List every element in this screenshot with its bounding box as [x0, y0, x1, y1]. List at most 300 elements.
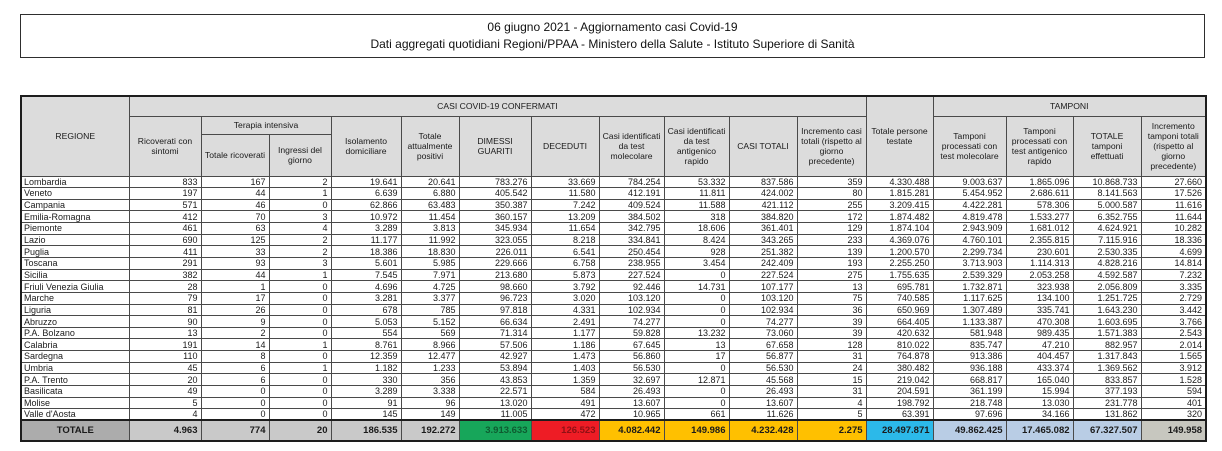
value-cell: 989.435 [1006, 327, 1073, 339]
value-cell: 3.020 [531, 292, 599, 304]
value-cell: 24 [797, 362, 866, 374]
value-cell: 45 [129, 362, 201, 374]
value-cell: 4.422.281 [933, 199, 1006, 211]
value-cell: 3 [269, 211, 331, 223]
value-cell: 1 [269, 339, 331, 351]
value-cell: 97.818 [459, 304, 531, 316]
value-cell: 323.055 [459, 234, 531, 246]
value-cell: 20 [129, 374, 201, 386]
value-cell: 1.571.383 [1073, 327, 1141, 339]
table-footer [21, 420, 1206, 441]
value-cell: 13.607 [599, 397, 664, 409]
value-cell: 96.723 [459, 292, 531, 304]
value-cell: 34.166 [1006, 409, 1073, 421]
value-cell: 197 [129, 188, 201, 200]
value-cell: 46 [201, 199, 269, 211]
total-value-cell: 17.465.082 [1006, 420, 1073, 441]
value-cell: 3.454 [664, 257, 729, 269]
table-row [21, 362, 1206, 374]
value-cell: 5.601 [331, 257, 401, 269]
value-cell: 12.477 [401, 351, 459, 363]
region-cell: Lombardia [21, 176, 129, 188]
table-row [21, 176, 1206, 188]
value-cell: 11.992 [401, 234, 459, 246]
value-cell: 4.725 [401, 281, 459, 293]
value-cell: 2.053.258 [1006, 269, 1073, 281]
total-label-cell: TOTALE [21, 420, 129, 441]
value-cell: 193 [797, 257, 866, 269]
value-cell: 22.571 [459, 386, 531, 398]
value-cell: 6.352.755 [1073, 211, 1141, 223]
value-cell: 110 [129, 351, 201, 363]
value-cell: 3.912 [1141, 362, 1206, 374]
value-cell: 1.865.096 [1006, 176, 1073, 188]
value-cell: 2.299.734 [933, 246, 1006, 258]
value-cell: 229.666 [459, 257, 531, 269]
value-cell: 11.626 [729, 409, 797, 421]
total-value-cell: 4.082.442 [599, 420, 664, 441]
value-cell: 833 [129, 176, 201, 188]
value-cell: 13.020 [459, 397, 531, 409]
value-cell: 31 [797, 351, 866, 363]
value-cell: 1.874.104 [866, 223, 933, 235]
value-cell: 26 [201, 304, 269, 316]
value-cell: 9.003.637 [933, 176, 1006, 188]
value-cell: 764.878 [866, 351, 933, 363]
table-row [21, 374, 1206, 386]
value-cell: 5.454.952 [933, 188, 1006, 200]
value-cell: 384.820 [729, 211, 797, 223]
value-cell: 18.830 [401, 246, 459, 258]
total-value-cell: 20 [269, 420, 331, 441]
value-cell: 424.002 [729, 188, 797, 200]
total-value-cell: 3.913.633 [459, 420, 531, 441]
table-row [21, 351, 1206, 363]
value-cell: 11.644 [1141, 211, 1206, 223]
value-cell: 53.894 [459, 362, 531, 374]
value-cell: 1.732.871 [933, 281, 1006, 293]
header-terapia-intensiva: Terapia intensiva [201, 116, 331, 134]
value-cell: 4.696 [331, 281, 401, 293]
value-cell: 1.177 [531, 327, 599, 339]
value-cell: 0 [201, 397, 269, 409]
value-cell: 4 [129, 409, 201, 421]
value-cell: 13 [664, 339, 729, 351]
value-cell: 882.957 [1073, 339, 1141, 351]
value-cell: 226.011 [459, 246, 531, 258]
value-cell: 3.377 [401, 292, 459, 304]
value-cell: 584 [531, 386, 599, 398]
value-cell: 1.359 [531, 374, 599, 386]
table-row [21, 327, 1206, 339]
header-deceduti: DECEDUTI [531, 116, 599, 176]
region-cell: Basilicata [21, 386, 129, 398]
value-cell: 3.813 [401, 223, 459, 235]
value-cell: 91 [331, 397, 401, 409]
value-cell: 39 [797, 316, 866, 328]
value-cell: 103.120 [599, 292, 664, 304]
value-cell: 1.186 [531, 339, 599, 351]
total-value-cell: 4.963 [129, 420, 201, 441]
value-cell: 28 [129, 281, 201, 293]
value-cell: 343.265 [729, 234, 797, 246]
value-cell: 13 [129, 327, 201, 339]
value-cell: 6 [201, 362, 269, 374]
value-cell: 1.133.387 [933, 316, 1006, 328]
value-cell: 13 [797, 281, 866, 293]
table-row [21, 292, 1206, 304]
region-cell: Marche [21, 292, 129, 304]
value-cell: 43.853 [459, 374, 531, 386]
total-value-cell: 67.327.507 [1073, 420, 1141, 441]
total-value-cell: 2.275 [797, 420, 866, 441]
value-cell: 42.927 [459, 351, 531, 363]
value-cell: 32.697 [599, 374, 664, 386]
value-cell: 172 [797, 211, 866, 223]
value-cell: 0 [269, 199, 331, 211]
region-cell: Molise [21, 397, 129, 409]
value-cell: 242.409 [729, 257, 797, 269]
value-cell: 6 [201, 374, 269, 386]
value-cell: 382 [129, 269, 201, 281]
value-cell: 1.533.277 [1006, 211, 1073, 223]
value-cell: 833.857 [1073, 374, 1141, 386]
value-cell: 661 [664, 409, 729, 421]
value-cell: 1.117.625 [933, 292, 1006, 304]
value-cell: 10.972 [331, 211, 401, 223]
value-cell: 13.232 [664, 327, 729, 339]
value-cell: 227.524 [729, 269, 797, 281]
region-cell: Sardegna [21, 351, 129, 363]
header-tamponi-molecolare: Tamponi processati con test molecolare [933, 116, 1006, 176]
value-cell: 4.369.076 [866, 234, 933, 246]
value-cell: 8.424 [664, 234, 729, 246]
value-cell: 98.660 [459, 281, 531, 293]
value-cell: 421.112 [729, 199, 797, 211]
region-cell: Friuli Venezia Giulia [21, 281, 129, 293]
value-cell: 3.289 [331, 223, 401, 235]
value-cell: 11.616 [1141, 199, 1206, 211]
value-cell: 26.493 [599, 386, 664, 398]
value-cell: 66.634 [459, 316, 531, 328]
value-cell: 238.955 [599, 257, 664, 269]
value-cell: 0 [269, 351, 331, 363]
value-cell: 2.539.329 [933, 269, 1006, 281]
value-cell: 0 [664, 362, 729, 374]
value-cell: 2 [269, 246, 331, 258]
value-cell: 8.761 [331, 339, 401, 351]
value-cell: 1.565 [1141, 351, 1206, 363]
value-cell: 380.482 [866, 362, 933, 374]
value-cell: 330 [331, 374, 401, 386]
value-cell: 10.965 [599, 409, 664, 421]
value-cell: 785 [401, 304, 459, 316]
value-cell: 1.200.570 [866, 246, 933, 258]
value-cell: 1.681.012 [1006, 223, 1073, 235]
value-cell: 18.336 [1141, 234, 1206, 246]
value-cell: 323.938 [1006, 281, 1073, 293]
value-cell: 345.934 [459, 223, 531, 235]
total-value-cell: 4.232.428 [729, 420, 797, 441]
value-cell: 26.493 [729, 386, 797, 398]
value-cell: 125 [201, 234, 269, 246]
value-cell: 90 [129, 316, 201, 328]
value-cell: 131.862 [1073, 409, 1141, 421]
value-cell: 49 [129, 386, 201, 398]
value-cell: 5 [129, 397, 201, 409]
value-cell: 3.442 [1141, 304, 1206, 316]
value-cell: 10.868.733 [1073, 176, 1141, 188]
value-cell: 17 [664, 351, 729, 363]
value-cell: 4.828.216 [1073, 257, 1141, 269]
header-totale-tamponi: TOTALE tamponi effettuati [1073, 116, 1141, 176]
value-cell: 5.000.587 [1073, 199, 1141, 211]
value-cell: 0 [201, 409, 269, 421]
value-cell: 5 [797, 409, 866, 421]
value-cell: 7.242 [531, 199, 599, 211]
region-cell: Emilia-Romagna [21, 211, 129, 223]
value-cell: 356 [401, 374, 459, 386]
total-value-cell: 774 [201, 420, 269, 441]
value-cell: 250.454 [599, 246, 664, 258]
value-cell: 2.014 [1141, 339, 1206, 351]
value-cell: 218.748 [933, 397, 1006, 409]
table-row [21, 257, 1206, 269]
value-cell: 9 [201, 316, 269, 328]
value-cell: 251.382 [729, 246, 797, 258]
value-cell: 1.874.482 [866, 211, 933, 223]
value-cell: 784.254 [599, 176, 664, 188]
value-cell: 384.502 [599, 211, 664, 223]
value-cell: 0 [664, 397, 729, 409]
value-cell: 13.030 [1006, 397, 1073, 409]
value-cell: 11.580 [531, 188, 599, 200]
value-cell: 4.331 [531, 304, 599, 316]
value-cell: 97.696 [933, 409, 1006, 421]
value-cell: 401 [1141, 397, 1206, 409]
value-cell: 33 [201, 246, 269, 258]
region-cell: P.A. Bolzano [21, 327, 129, 339]
value-cell: 73.060 [729, 327, 797, 339]
value-cell: 0 [664, 269, 729, 281]
total-value-cell: 186.535 [331, 420, 401, 441]
header-casi-totali: CASI TOTALI [729, 116, 797, 176]
value-cell: 75 [797, 292, 866, 304]
value-cell: 291 [129, 257, 201, 269]
value-cell: 2.943.909 [933, 223, 1006, 235]
value-cell: 420.632 [866, 327, 933, 339]
value-cell: 4.760.101 [933, 234, 1006, 246]
value-cell: 149 [401, 409, 459, 421]
value-cell: 219.042 [866, 374, 933, 386]
value-cell: 320 [1141, 409, 1206, 421]
value-cell: 342.795 [599, 223, 664, 235]
value-cell: 70 [201, 211, 269, 223]
value-cell: 107.177 [729, 281, 797, 293]
value-cell: 56.877 [729, 351, 797, 363]
value-cell: 2.543 [1141, 327, 1206, 339]
value-cell: 18.606 [664, 223, 729, 235]
value-cell: 913.386 [933, 351, 1006, 363]
value-cell: 63 [201, 223, 269, 235]
value-cell: 0 [664, 292, 729, 304]
table-row [21, 188, 1206, 200]
value-cell: 39 [797, 327, 866, 339]
value-cell: 2 [201, 327, 269, 339]
header-totale-attualmente-positivi: Totale attualmente positivi [401, 116, 459, 176]
value-cell: 0 [269, 304, 331, 316]
value-cell: 57.506 [459, 339, 531, 351]
header-regione: REGIONE [21, 96, 129, 176]
value-cell: 668.817 [933, 374, 1006, 386]
header-casi-test-molecolare: Casi identificati da test molecolare [599, 116, 664, 176]
table-row [21, 397, 1206, 409]
value-cell: 47.210 [1006, 339, 1073, 351]
value-cell: 74.277 [729, 316, 797, 328]
value-cell: 102.934 [729, 304, 797, 316]
value-cell: 740.585 [866, 292, 933, 304]
value-cell: 93 [201, 257, 269, 269]
value-cell: 14 [201, 339, 269, 351]
region-cell: Puglia [21, 246, 129, 258]
table-row [21, 269, 1206, 281]
header-isolamento-domiciliare: Isolamento domiciliare [331, 116, 401, 176]
value-cell: 2.530.335 [1073, 246, 1141, 258]
value-cell: 96 [401, 397, 459, 409]
value-cell: 461 [129, 223, 201, 235]
value-cell: 1.114.313 [1006, 257, 1073, 269]
value-cell: 129 [797, 223, 866, 235]
value-cell: 3 [269, 257, 331, 269]
value-cell: 13.209 [531, 211, 599, 223]
value-cell: 191 [129, 339, 201, 351]
value-cell: 554 [331, 327, 401, 339]
value-cell: 0 [664, 316, 729, 328]
value-cell: 6.639 [331, 188, 401, 200]
region-cell: Sicilia [21, 269, 129, 281]
total-row [21, 420, 1206, 441]
value-cell: 204.591 [866, 386, 933, 398]
value-cell: 412.191 [599, 188, 664, 200]
value-cell: 361.199 [933, 386, 1006, 398]
value-cell: 3.209.415 [866, 199, 933, 211]
region-cell: Umbria [21, 362, 129, 374]
value-cell: 4 [269, 223, 331, 235]
value-cell: 350.387 [459, 199, 531, 211]
value-cell: 7.971 [401, 269, 459, 281]
value-cell: 81 [129, 304, 201, 316]
value-cell: 412 [129, 211, 201, 223]
value-cell: 4.330.488 [866, 176, 933, 188]
value-cell: 56.860 [599, 351, 664, 363]
value-cell: 1 [269, 362, 331, 374]
value-cell: 335.741 [1006, 304, 1073, 316]
value-cell: 0 [269, 281, 331, 293]
value-cell: 71.314 [459, 327, 531, 339]
value-cell: 1.251.725 [1073, 292, 1141, 304]
total-value-cell: 28.497.871 [866, 420, 933, 441]
table-row [21, 409, 1206, 421]
header-totale-ricoverati: Totale ricoverati [201, 134, 269, 176]
value-cell: 571 [129, 199, 201, 211]
value-cell: 0 [269, 397, 331, 409]
value-cell: 2.355.815 [1006, 234, 1073, 246]
value-cell: 8 [201, 351, 269, 363]
value-cell: 0 [664, 304, 729, 316]
value-cell: 1 [269, 188, 331, 200]
header-group-casi-confermati: CASI COVID-19 CONFERMATI [129, 96, 866, 116]
value-cell: 11.005 [459, 409, 531, 421]
value-cell: 11.654 [531, 223, 599, 235]
table-row [21, 199, 1206, 211]
value-cell: 650.969 [866, 304, 933, 316]
value-cell: 53.332 [664, 176, 729, 188]
value-cell: 18.386 [331, 246, 401, 258]
region-cell: Valle d'Aosta [21, 409, 129, 421]
value-cell: 1.317.843 [1073, 351, 1141, 363]
value-cell: 4.699 [1141, 246, 1206, 258]
header-ingressi-del-giorno: Ingressi del giorno [269, 134, 331, 176]
value-cell: 581.948 [933, 327, 1006, 339]
value-cell: 227.524 [599, 269, 664, 281]
header-incremento-tamponi: Incremento tamponi totali (rispetto al giorno precedente) [1141, 116, 1206, 176]
value-cell: 1 [269, 269, 331, 281]
value-cell: 569 [401, 327, 459, 339]
value-cell: 7.232 [1141, 269, 1206, 281]
value-cell: 145 [331, 409, 401, 421]
value-cell: 470.308 [1006, 316, 1073, 328]
value-cell: 102.934 [599, 304, 664, 316]
value-cell: 1.643.230 [1073, 304, 1141, 316]
value-cell: 4 [797, 397, 866, 409]
value-cell: 0 [201, 386, 269, 398]
total-value-cell: 126.523 [531, 420, 599, 441]
value-cell: 63.483 [401, 199, 459, 211]
value-cell: 198.792 [866, 397, 933, 409]
value-cell: 0 [269, 327, 331, 339]
value-cell: 2.686.611 [1006, 188, 1073, 200]
value-cell: 15.994 [1006, 386, 1073, 398]
value-cell: 92.446 [599, 281, 664, 293]
value-cell: 45.568 [729, 374, 797, 386]
value-cell: 1.182 [331, 362, 401, 374]
table-body [21, 176, 1206, 420]
value-cell: 359 [797, 176, 866, 188]
value-cell: 6.541 [531, 246, 599, 258]
region-cell: Abruzzo [21, 316, 129, 328]
value-cell: 19.641 [331, 176, 401, 188]
value-cell: 0 [269, 409, 331, 421]
table-header [21, 96, 1206, 176]
value-cell: 255 [797, 199, 866, 211]
header-totale-persone-testate: Totale persone testate [866, 96, 933, 176]
value-cell: 1.815.281 [866, 188, 933, 200]
value-cell: 67.645 [599, 339, 664, 351]
value-cell: 275 [797, 269, 866, 281]
value-cell: 67.658 [729, 339, 797, 351]
value-cell: 79 [129, 292, 201, 304]
value-cell: 5.873 [531, 269, 599, 281]
table-row [21, 223, 1206, 235]
value-cell: 695.781 [866, 281, 933, 293]
header-casi-test-antigenico: Casi identificati da test antigenico rapido [664, 116, 729, 176]
value-cell: 74.277 [599, 316, 664, 328]
value-cell: 80 [797, 188, 866, 200]
value-cell: 8.218 [531, 234, 599, 246]
value-cell: 0 [664, 386, 729, 398]
value-cell: 3.792 [531, 281, 599, 293]
value-cell: 361.401 [729, 223, 797, 235]
